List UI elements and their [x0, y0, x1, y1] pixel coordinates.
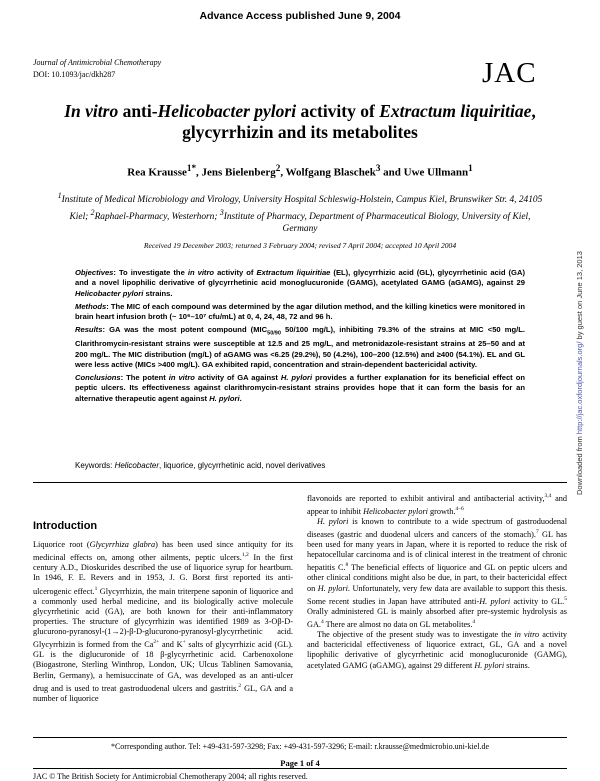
- abstract-italic: in vitro: [168, 373, 195, 383]
- title-part: Helicobacter pylori: [157, 101, 297, 121]
- body-text: GL, GA and a number of liquorice: [33, 683, 293, 703]
- corresponding-mark: *: [191, 163, 197, 173]
- abstract-italic: Extractum liquiritiae: [256, 268, 331, 277]
- body-text: is known to contribute to a wide spectrum of gastroduodenal diseases (gastric and duodenal ulcers and cancers of the stomach).: [307, 516, 567, 539]
- download-link[interactable]: http://jac.oxfordjournals.org/: [575, 341, 584, 435]
- section-label: Conclusions: [75, 373, 121, 383]
- title-part: In vitro: [64, 101, 119, 121]
- body-text: The beneficial effects of liquorice and GL on peptic ulcers and other clinical conditions might also be due, in part, to their bactericidal effect on: [307, 563, 567, 593]
- paragraph: [307, 630, 567, 671]
- download-sidebar: [575, 251, 584, 495]
- section-divider: [33, 482, 567, 483]
- author-affil: 3: [375, 163, 381, 173]
- citation: 5: [564, 595, 567, 602]
- abstract-text: : GA was the most potent compound (MIC: [102, 325, 268, 335]
- introduction-heading: Introduction: [33, 520, 98, 532]
- body-italic: Helicobacter pylori: [363, 506, 428, 516]
- abstract-text: (EL), glycyrrhizic acid (GL), glycyrrhetinic acid (GA) and a novel lipophilic derivative of glycyrrhetinic acid monoglucuronide (GAMG), acetylated GAMG (aGAMG), against 29: [75, 268, 525, 288]
- author-list: [0, 163, 600, 179]
- title-part: ,: [531, 101, 536, 121]
- download-text: by guest on June 13, 2013: [575, 251, 584, 342]
- author-affil: 2: [275, 163, 281, 173]
- abstract-conclusions: [75, 373, 525, 404]
- affil-text: Institute of Pharmacy, Department of Pharmaceutical Biology, University of Kiel, Germany: [223, 211, 531, 235]
- body-text: In the first century A.D., Dioskurides described the use of liquorice syrup for heartburn. In 1946, F. E. Revers and in 1953, J. G. Borst first reported its anti-ulcerogenic effect.: [33, 552, 294, 596]
- abstract: [75, 268, 525, 407]
- author-name: Jens Bielenberg: [201, 166, 276, 179]
- abstract-italic: in vitro: [187, 268, 215, 277]
- body-text: . Unfortunately, very few data are available to support this thesis. Some recent studies in Japan have attributed anti-: [307, 583, 568, 606]
- paragraph: [307, 517, 567, 630]
- body-text: strains.: [504, 660, 530, 670]
- keyword-italic: Helicobacter: [114, 461, 160, 470]
- body-italic: H. pylori: [479, 596, 511, 606]
- abstract-text: activity of: [214, 268, 257, 277]
- citation: 4: [472, 618, 476, 625]
- abstract-italic: H. pylori: [280, 373, 313, 383]
- body-text: activity and bactericidal effectiveness of liquorice extract, GL, GA and a novel lipophilic derivative of glycyrrhetinic acid monoglucuronide (GAMG), acetylated GAMG (aGAMG), against 29 different: [307, 629, 567, 670]
- body-text: Liquorice root (: [33, 540, 90, 549]
- abstract-text: : The potent: [120, 373, 169, 383]
- separator: and: [380, 166, 404, 179]
- journal-name: Journal of Antimicrobial Chemotherapy: [33, 58, 162, 67]
- body-text: activity to GL.: [510, 596, 565, 606]
- citation: 4–6: [455, 505, 464, 512]
- body-italic: Glycyrrhiza glabra: [89, 540, 156, 549]
- body-text: The objective of the present study was to investigate the: [317, 629, 515, 639]
- abstract-methods: [75, 302, 525, 323]
- author-name: Rea Krausse: [127, 166, 187, 179]
- body-text: Orally administered GL is mainly absorbed after pre-systemic hydrolysis as GA.: [307, 606, 567, 629]
- body-text: and appear to inhibit: [307, 493, 567, 516]
- copyright: JAC © The British Society for Antimicrobial Chemotherapy 2004; all rights reserved.: [33, 772, 308, 781]
- body-text: and K: [159, 640, 183, 650]
- body-text: ) has been used since antiquity for its medicinal effects on, among other ailments, peptic ulcers.: [33, 540, 294, 562]
- separator: ,: [196, 166, 202, 179]
- paragraph: [307, 491, 567, 517]
- abstract-text: strains.: [143, 288, 173, 298]
- abstract-italic: Helicobacter pylori: [75, 288, 144, 298]
- bottom-divider: [33, 768, 567, 769]
- separator: ,: [280, 166, 286, 179]
- body-italic: in vitro: [514, 629, 540, 639]
- body-text: Glycyrrhizin, the main triterpene saponin of liquorice and a commonly used herbal medicine, and its biologically active molecule glycyrrhetinic acid (GA), are both known for their anti-inflammatory properties. The structure of glycyrrhizin was identified 1989 as 3-Oβ-D-glucurono-pyranosyl-(1→2)-β-D-glucurono-pyranosyl-glycyrrhetinic acid. Glycyrrhizin is formed from the Ca: [33, 586, 293, 650]
- footnote-divider: [33, 737, 567, 738]
- body-text: There are almost no data on GL metabolites.: [323, 619, 473, 629]
- affil-text: Raphael-Pharmacy, Westerhorn;: [94, 211, 220, 222]
- citation: 3,4: [544, 493, 552, 499]
- affiliations: [55, 190, 545, 236]
- body-text: growth.: [427, 506, 456, 516]
- received-dates: Received 19 December 2003; returned 3 February 2004; revised 7 April 2004; accepted 10 April 2004: [143, 241, 457, 250]
- abstract-text: activity of GA against: [194, 373, 281, 383]
- affil-number: 3: [219, 207, 224, 217]
- superscript: +: [182, 639, 186, 646]
- section-label: Methods: [75, 301, 107, 311]
- author-affil: 1: [468, 163, 473, 173]
- paragraph: [33, 540, 293, 704]
- right-column: [307, 491, 567, 671]
- author-name: Uwe Ullmann: [403, 166, 469, 179]
- citation: 7: [536, 529, 539, 536]
- superscript: 2+: [153, 639, 160, 646]
- title-part: Extractum liquiritiae: [379, 101, 532, 121]
- citation: 8: [345, 562, 349, 569]
- journal-logo: JAC: [482, 57, 537, 89]
- author-affil: 1: [186, 163, 192, 173]
- abstract-results: [75, 325, 525, 370]
- body-text: GL has been used for many years in Japan, where it is reported to reduce the risk of hepatocellular carcinoma and is of clinical interest in the treatment of chronic hepatitis C.: [307, 529, 567, 573]
- keywords-label: Keywords:: [75, 461, 115, 470]
- citation: 4: [320, 618, 324, 625]
- body-italic: H. pylori: [317, 516, 349, 526]
- paper-title: [0, 101, 600, 143]
- affil-text: Institute of Medical Microbiology and Virology, University Hospital Schleswig-Holstein, Campus Kiel, Brunswiker Str. 4, 24105 Kiel;: [61, 195, 543, 222]
- abstract-italic: H. pylori: [209, 393, 240, 403]
- abstract-objectives: [75, 268, 525, 299]
- abstract-text: 50/100 mg/L), inhibiting 79.3% of the strains at MIC <50 mg/L. Clarithromycin-resistant strains were susceptible at 12.5 and 25 mg/L, and metronidazole-resistant strains at 25–50 and at 200 mg/L. The MIC distribution (mg/L) of aGAMG was <6.25 (29.2%), 50 (4.2%), 100–200 (12.5%) and ≥400 (54.1%). EL and GL were less active (MICs >400 mg/L). GA exhibited rapid, concentration and strain-dependent bactericidal activity.: [75, 325, 525, 369]
- title-part: activity of: [296, 101, 380, 121]
- keywords: [75, 461, 525, 470]
- affil-number: 1: [57, 191, 62, 200]
- section-label: Objectives: [75, 268, 114, 277]
- citation: 2: [238, 682, 242, 689]
- section-label: Results: [75, 325, 103, 335]
- doi: DOI: 10.1093/jac/dkh287: [33, 70, 116, 79]
- body-text: flavonoids are reported to exhibit antiviral and antibacterial activity,: [307, 493, 545, 503]
- author-name: Wolfgang Blaschek: [285, 166, 376, 179]
- body-italic: H. pylori: [317, 583, 348, 593]
- title-line-2: glycyrrhizin and its metabolites: [182, 122, 418, 142]
- abstract-text: provides a further explanation for its beneficial effect on peptic ulcers. Its effectiveness against clarithromycin-resistant strains provides hope that it can form the basis for an alternative therapeutic agent against: [75, 373, 525, 403]
- abstract-text: : To investigate the: [113, 268, 188, 277]
- body-text: salts of glycyrrhizic acid (GL). GL is the diglucuronide of 18 β-glycyrrhetinic acid. Carbenoxolone (Biogastrone, Sterling Winthrop, London, UK; Ulcus Tablinen Samovania, Berlin, Germany), a hemisuccinate of GA, was developed as an anti-ulcer drug and is used to treat gastroduodenal ulcers and gastritis.: [33, 640, 293, 693]
- advance-access-banner: Advance Access published June 9, 2004: [199, 10, 401, 22]
- citation: 1,2: [241, 552, 249, 559]
- body-italic: H. pylori: [474, 660, 505, 670]
- keywords-rest: , liquorice, glycyrrhetinic acid, novel derivatives: [159, 461, 326, 470]
- corresponding-author-footnote: *Corresponding author. Tel: +49-431-597-3298; Fax: +49-431-597-3296; E-mail: r.krausse@medmicrobio.uni-kiel.de: [110, 742, 490, 751]
- page-number: Page 1 of 4: [280, 758, 320, 768]
- download-text: Downloaded from: [575, 434, 584, 495]
- abstract-text: : The MIC of each compound was determined by the agar dilution method, and the killing kinetics were monitored in brain heart infusion broth (~ 10⁶–10⁷ cfu/mL) at 0, 4, 24, 48, 72 and 96 h.: [75, 301, 525, 322]
- citation: 1: [94, 585, 98, 592]
- affil-number: 2: [90, 207, 95, 217]
- abstract-subscript: 50/90: [267, 331, 281, 337]
- abstract-text: .: [239, 393, 242, 403]
- title-part: anti-: [118, 101, 158, 121]
- left-column: [33, 540, 293, 704]
